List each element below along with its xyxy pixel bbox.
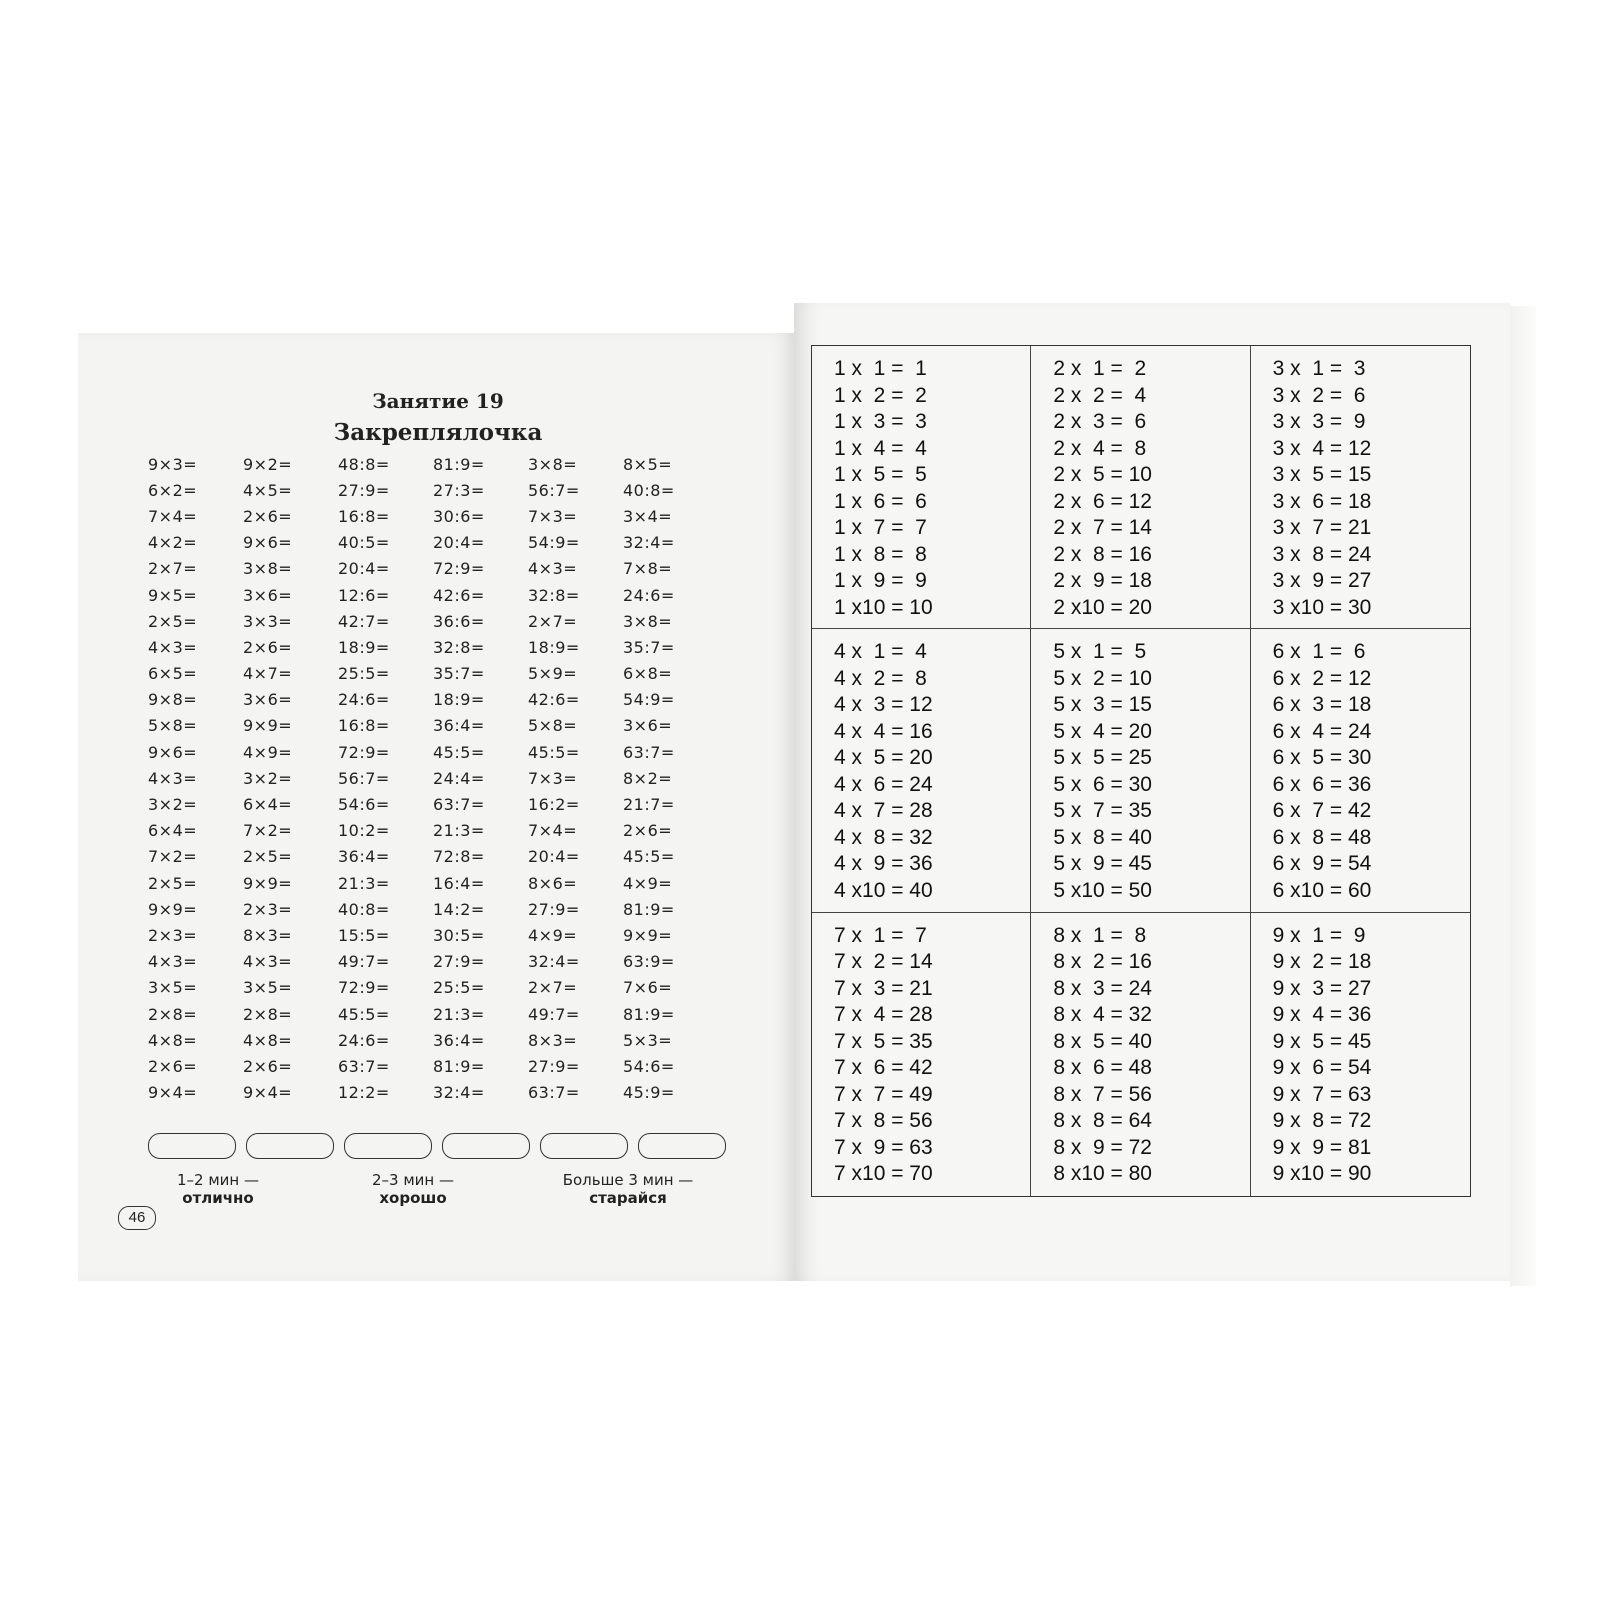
lesson-title: Занятие 19 [372, 389, 504, 413]
exercise-cell: 72:8= [433, 847, 485, 867]
exercise-cell: 2×6= [243, 637, 293, 657]
exercise-cell: 7×8= [623, 559, 673, 579]
multiplication-fact: 6 x 2 = 12 [1272, 666, 1372, 690]
exercise-cell: 8×5= [623, 454, 673, 474]
lesson-name: Закреплялочка [333, 419, 543, 446]
exercise-cell: 2×5= [148, 873, 198, 893]
multiplication-fact: 2 x10 = 20 [1053, 595, 1152, 619]
multiplication-fact: 5 x 3 = 15 [1053, 693, 1152, 717]
exercise-cell: 63:7= [528, 1083, 580, 1103]
multiplication-fact: 2 x 2 = 4 [1053, 383, 1147, 407]
exercise-cell: 8×2= [623, 768, 673, 788]
multiplication-fact: 5 x 2 = 10 [1053, 666, 1152, 690]
exercise-cell: 32:8= [528, 585, 580, 605]
exercise-cell: 7×2= [148, 847, 198, 867]
exercise-cell: 3×6= [243, 690, 293, 710]
multiplication-fact: 8 x10 = 80 [1053, 1162, 1152, 1186]
exercise-cell: 40:5= [338, 533, 390, 553]
multiplication-fact: 2 x 9 = 18 [1053, 569, 1152, 592]
answer-box [638, 1133, 726, 1159]
exercise-cell: 27:9= [528, 899, 580, 919]
exercise-cell: 4×3= [243, 952, 293, 972]
exercise-cell: 32:4= [433, 1083, 485, 1103]
multiplication-table [811, 345, 1471, 1197]
exercise-cell: 4×3= [148, 637, 198, 657]
exercise-cell: 42:6= [528, 690, 580, 710]
exercise-row [148, 713, 718, 739]
multiplication-fact: 3 x 1 = 3 [1272, 357, 1366, 380]
legend-time: Больше 3 мин — [562, 1171, 694, 1189]
exercise-cell: 54:6= [623, 1056, 675, 1076]
exercise-cell: 21:3= [338, 873, 390, 893]
exercise-cell: 5×8= [148, 716, 198, 736]
multiplication-fact: 2 x 5 = 10 [1053, 463, 1152, 486]
multiplication-fact: 4 x 3 = 12 [834, 693, 933, 717]
exercise-cell: 20:4= [338, 559, 390, 579]
exercise-cell: 4×2= [148, 533, 198, 553]
exercise-cell: 2×3= [148, 925, 198, 945]
exercise-cell: 49:7= [338, 952, 390, 972]
exercise-cell: 16:8= [338, 506, 390, 526]
exercise-cell: 63:9= [623, 952, 675, 972]
exercise-cell: 16:4= [433, 873, 485, 893]
multiplication-fact: 4 x 7 = 28 [834, 799, 933, 823]
exercise-cell: 4×5= [243, 480, 293, 500]
multiplication-fact: 8 x 8 = 64 [1053, 1109, 1152, 1133]
exercise-cell: 54:6= [338, 795, 390, 815]
multiplication-fact: 8 x 3 = 24 [1053, 976, 1152, 1000]
exercise-cell: 42:6= [433, 585, 485, 605]
exercise-cell: 27:3= [433, 480, 485, 500]
exercise-cell: 6×8= [623, 664, 673, 684]
exercise-cell: 6×4= [148, 821, 198, 841]
exercise-cell: 2×6= [148, 1056, 198, 1076]
legend-item [538, 1171, 718, 1207]
multiplication-fact: 9 x 5 = 45 [1272, 1029, 1372, 1053]
exercise-cell: 4×9= [243, 742, 293, 762]
exercise-cell: 36:4= [338, 847, 390, 867]
multiplication-fact: 6 x 6 = 36 [1272, 772, 1372, 796]
multiplication-fact: 3 x 4 = 12 [1272, 436, 1372, 460]
legend-grade: старайся [589, 1189, 667, 1207]
exercise-cell: 7×6= [623, 978, 673, 998]
answer-boxes [148, 1133, 748, 1159]
multiplication-fact: 9 x 7 = 63 [1272, 1082, 1372, 1106]
multiplication-fact: 5 x 6 = 30 [1053, 772, 1152, 796]
exercise-cell: 4×9= [623, 873, 673, 893]
multiplication-fact: 3 x 6 = 18 [1272, 489, 1372, 513]
multiplication-fact: 9 x 1 = 9 [1272, 923, 1366, 947]
legend-time: 1–2 мин — [177, 1171, 259, 1189]
exercise-row [148, 582, 718, 608]
exercise-cell: 32:4= [528, 952, 580, 972]
exercise-cell: 24:6= [338, 690, 390, 710]
exercise-cell: 36:6= [433, 611, 485, 631]
exercise-cell: 45:5= [338, 1004, 390, 1024]
multiplication-fact: 7 x10 = 70 [834, 1162, 933, 1186]
exercise-cell: 4×3= [148, 952, 198, 972]
exercise-cell: 7×4= [528, 821, 578, 841]
exercise-cell: 21:3= [433, 1004, 485, 1024]
times-table-block [1031, 629, 1250, 912]
multiplication-fact: 3 x10 = 30 [1272, 595, 1372, 619]
exercise-row [148, 661, 718, 687]
answer-box [344, 1133, 432, 1159]
exercise-cell: 48:8= [338, 454, 390, 474]
exercise-cell: 2×8= [148, 1004, 198, 1024]
exercise-cell: 63:7= [338, 1056, 390, 1076]
exercise-cell: 2×7= [528, 978, 578, 998]
exercise-cell: 5×3= [623, 1030, 673, 1050]
multiplication-fact: 7 x 9 = 63 [834, 1135, 933, 1159]
exercise-cell: 35:7= [433, 664, 485, 684]
exercise-cell: 40:8= [338, 899, 390, 919]
multiplication-fact: 2 x 3 = 6 [1053, 410, 1147, 433]
times-table-block [812, 629, 1031, 912]
exercise-cell: 9×9= [148, 899, 198, 919]
multiplication-fact: 3 x 3 = 9 [1272, 410, 1366, 433]
exercise-cell: 8×3= [243, 925, 293, 945]
exercise-row [148, 1027, 718, 1053]
exercise-cell: 8×3= [528, 1030, 578, 1050]
multiplication-fact: 6 x 7 = 42 [1272, 799, 1372, 823]
multiplication-fact: 1 x 8 = 8 [834, 542, 927, 566]
exercise-cell: 21:3= [433, 821, 485, 841]
exercise-cell: 7×2= [243, 821, 293, 841]
multiplication-fact: 7 x 5 = 35 [834, 1029, 933, 1053]
multiplication-fact: 5 x 5 = 25 [1053, 746, 1152, 770]
exercise-cell: 56:7= [338, 768, 390, 788]
multiplication-fact: 2 x 7 = 14 [1053, 516, 1152, 539]
exercise-cell: 5×9= [528, 664, 578, 684]
legend-grade: отлично [182, 1189, 254, 1207]
exercise-cell: 4×8= [243, 1030, 293, 1050]
multiplication-fact: 7 x 1 = 7 [834, 923, 927, 947]
exercise-row [148, 791, 718, 817]
exercise-row [148, 503, 718, 529]
exercise-row [148, 634, 718, 660]
multiplication-fact: 1 x 5 = 5 [834, 463, 927, 486]
exercise-cell: 45:9= [623, 1083, 675, 1103]
multiplication-fact: 6 x 9 = 54 [1272, 852, 1372, 876]
exercise-cell: 49:7= [528, 1004, 580, 1024]
exercise-cell: 2×7= [528, 611, 578, 631]
multiplication-fact: 6 x 8 = 48 [1272, 825, 1372, 849]
multiplication-fact: 7 x 4 = 28 [834, 1003, 933, 1027]
exercise-cell: 2×8= [243, 1004, 293, 1024]
exercise-cell: 10:2= [338, 821, 390, 841]
multiplication-fact: 8 x 6 = 48 [1053, 1056, 1152, 1080]
exercise-cell: 2×6= [623, 821, 673, 841]
answer-box [442, 1133, 530, 1159]
exercise-cell: 6×4= [243, 795, 293, 815]
exercise-cell: 36:4= [433, 716, 485, 736]
multiplication-fact: 4 x10 = 40 [834, 878, 933, 902]
exercise-cell: 9×9= [243, 716, 293, 736]
exercise-cell: 3×2= [243, 768, 293, 788]
multiplication-fact: 8 x 4 = 32 [1053, 1003, 1152, 1027]
exercise-cell: 24:6= [338, 1030, 390, 1050]
exercise-row [148, 477, 718, 503]
exercise-cell: 4×9= [528, 925, 578, 945]
exercise-cell: 9×9= [623, 925, 673, 945]
multiplication-fact: 9 x 2 = 18 [1272, 950, 1372, 974]
multiplication-fact: 5 x 8 = 40 [1053, 825, 1152, 849]
page-edges [1510, 306, 1536, 1286]
multiplication-fact: 5 x 1 = 5 [1053, 640, 1147, 664]
multiplication-fact: 7 x 7 = 49 [834, 1082, 933, 1106]
exercise-cell: 14:2= [433, 899, 485, 919]
exercise-cell: 2×3= [243, 899, 293, 919]
exercise-cell: 2×6= [243, 1056, 293, 1076]
multiplication-fact: 3 x 2 = 6 [1272, 383, 1366, 407]
exercise-cell: 9×3= [148, 454, 198, 474]
multiplication-fact: 2 x 8 = 16 [1053, 542, 1152, 566]
exercise-cell: 45:5= [623, 847, 675, 867]
exercise-cell: 2×6= [243, 506, 293, 526]
exercise-row [148, 896, 718, 922]
exercise-cell: 3×4= [623, 506, 673, 526]
multiplication-fact: 6 x10 = 60 [1272, 878, 1372, 902]
right-page [794, 303, 1510, 1281]
times-table-block [1251, 346, 1470, 629]
exercise-cell: 12:6= [338, 585, 390, 605]
multiplication-fact: 1 x 3 = 3 [834, 410, 927, 433]
exercise-cell: 3×3= [243, 611, 293, 631]
exercise-cell: 9×4= [148, 1083, 198, 1103]
exercise-row [148, 1053, 718, 1079]
exercise-cell: 20:4= [433, 533, 485, 553]
exercise-cell: 32:8= [433, 637, 485, 657]
exercise-cell: 81:9= [433, 454, 485, 474]
exercise-cell: 54:9= [528, 533, 580, 553]
times-table-block [1251, 913, 1470, 1196]
exercise-cell: 12:2= [338, 1083, 390, 1103]
exercise-cell: 25:5= [338, 664, 390, 684]
exercise-cell: 81:9= [623, 899, 675, 919]
multiplication-fact: 4 x 2 = 8 [834, 666, 927, 690]
multiplication-fact: 9 x 3 = 27 [1272, 976, 1372, 1000]
multiplication-fact: 1 x 9 = 9 [834, 569, 927, 592]
multiplication-fact: 7 x 8 = 56 [834, 1109, 933, 1133]
multiplication-fact: 3 x 8 = 24 [1272, 542, 1372, 566]
exercise-cell: 40:8= [623, 480, 675, 500]
exercise-cell: 6×2= [148, 480, 198, 500]
exercise-cell: 8×6= [528, 873, 578, 893]
exercise-cell: 18:9= [338, 637, 390, 657]
exercise-cell: 72:9= [338, 742, 390, 762]
answer-box [246, 1133, 334, 1159]
multiplication-fact: 7 x 3 = 21 [834, 976, 933, 1000]
exercise-cell: 45:5= [433, 742, 485, 762]
multiplication-fact: 4 x 6 = 24 [834, 772, 933, 796]
exercise-cell: 4×8= [148, 1030, 198, 1050]
multiplication-fact: 3 x 9 = 27 [1272, 569, 1372, 592]
multiplication-fact: 9 x10 = 90 [1272, 1162, 1372, 1186]
exercise-row [148, 1080, 718, 1106]
exercise-cell: 25:5= [433, 978, 485, 998]
exercise-cell: 3×8= [528, 454, 578, 474]
exercise-cell: 4×3= [528, 559, 578, 579]
multiplication-fact: 5 x 9 = 45 [1053, 852, 1152, 876]
exercise-row [148, 687, 718, 713]
multiplication-fact: 6 x 3 = 18 [1272, 693, 1372, 717]
exercise-cell: 63:7= [433, 795, 485, 815]
multiplication-fact: 4 x 1 = 4 [834, 640, 927, 664]
exercise-cell: 5×8= [528, 716, 578, 736]
exercise-row [148, 608, 718, 634]
exercise-cell: 9×4= [243, 1083, 293, 1103]
exercise-row [148, 922, 718, 948]
legend-grade: хорошо [379, 1189, 447, 1207]
exercise-cell: 21:7= [623, 795, 675, 815]
exercise-row [148, 765, 718, 791]
exercise-cell: 9×6= [148, 742, 198, 762]
exercise-cell: 7×3= [528, 506, 578, 526]
exercise-row [148, 870, 718, 896]
exercise-grid [148, 451, 718, 1106]
legend-item [343, 1171, 483, 1207]
exercise-row [148, 1001, 718, 1027]
exercise-row [148, 975, 718, 1001]
legend-time: 2–3 мин — [372, 1171, 454, 1189]
multiplication-fact: 8 x 9 = 72 [1053, 1135, 1152, 1159]
multiplication-fact: 9 x 6 = 54 [1272, 1056, 1372, 1080]
left-page [78, 333, 798, 1281]
exercise-cell: 4×7= [243, 664, 293, 684]
multiplication-fact: 5 x 4 = 20 [1053, 719, 1152, 743]
multiplication-fact: 2 x 1 = 2 [1053, 357, 1147, 380]
exercise-cell: 63:7= [623, 742, 675, 762]
exercise-row [148, 844, 718, 870]
exercise-cell: 27:9= [338, 480, 390, 500]
exercise-cell: 2×5= [243, 847, 293, 867]
multiplication-fact: 4 x 9 = 36 [834, 852, 933, 876]
exercise-cell: 3×5= [243, 978, 293, 998]
exercise-cell: 20:4= [528, 847, 580, 867]
multiplication-fact: 1 x 6 = 6 [834, 489, 927, 513]
multiplication-fact: 6 x 1 = 6 [1272, 640, 1366, 664]
exercise-cell: 45:5= [528, 742, 580, 762]
exercise-row [148, 949, 718, 975]
exercise-cell: 7×4= [148, 506, 198, 526]
multiplication-fact: 9 x 4 = 36 [1272, 1003, 1372, 1027]
page-number: 46 [118, 1206, 156, 1230]
multiplication-fact: 3 x 7 = 21 [1272, 516, 1372, 539]
exercise-cell: 4×3= [148, 768, 198, 788]
exercise-cell: 16:2= [528, 795, 580, 815]
exercise-cell: 3×8= [243, 559, 293, 579]
exercise-cell: 81:9= [623, 1004, 675, 1024]
multiplication-fact: 3 x 5 = 15 [1272, 463, 1372, 486]
multiplication-fact: 4 x 4 = 16 [834, 719, 933, 743]
multiplication-fact: 8 x 7 = 56 [1053, 1082, 1152, 1106]
legend-item [158, 1171, 278, 1207]
exercise-row [148, 818, 718, 844]
exercise-cell: 24:4= [433, 768, 485, 788]
exercise-row [148, 556, 718, 582]
exercise-cell: 2×5= [148, 611, 198, 631]
exercise-cell: 24:6= [623, 585, 675, 605]
multiplication-fact: 8 x 5 = 40 [1053, 1029, 1152, 1053]
multiplication-fact: 9 x 9 = 81 [1272, 1135, 1372, 1159]
exercise-cell: 3×8= [623, 611, 673, 631]
exercise-cell: 35:7= [623, 637, 675, 657]
multiplication-fact: 9 x 8 = 72 [1272, 1109, 1372, 1133]
exercise-cell: 15:5= [338, 925, 390, 945]
multiplication-fact: 7 x 2 = 14 [834, 950, 933, 974]
exercise-cell: 54:9= [623, 690, 675, 710]
multiplication-fact: 1 x10 = 10 [834, 595, 933, 619]
multiplication-fact: 6 x 5 = 30 [1272, 746, 1372, 770]
multiplication-fact: 4 x 8 = 32 [834, 825, 933, 849]
exercise-cell: 7×3= [528, 768, 578, 788]
exercise-cell: 18:9= [528, 637, 580, 657]
multiplication-fact: 8 x 2 = 16 [1053, 950, 1152, 974]
exercise-cell: 27:9= [433, 952, 485, 972]
exercise-cell: 56:7= [528, 480, 580, 500]
exercise-cell: 42:7= [338, 611, 390, 631]
exercise-cell: 16:8= [338, 716, 390, 736]
multiplication-fact: 6 x 4 = 24 [1272, 719, 1372, 743]
multiplication-fact: 7 x 6 = 42 [834, 1056, 933, 1080]
multiplication-fact: 8 x 1 = 8 [1053, 923, 1147, 947]
exercise-cell: 9×6= [243, 533, 293, 553]
exercise-cell: 18:9= [433, 690, 485, 710]
exercise-row [148, 739, 718, 765]
exercise-cell: 3×6= [243, 585, 293, 605]
exercise-cell: 72:9= [338, 978, 390, 998]
exercise-cell: 9×9= [243, 873, 293, 893]
multiplication-fact: 5 x 7 = 35 [1053, 799, 1152, 823]
exercise-cell: 9×8= [148, 690, 198, 710]
exercise-row [148, 530, 718, 556]
exercise-cell: 32:4= [623, 533, 675, 553]
exercise-cell: 36:4= [433, 1030, 485, 1050]
exercise-cell: 30:6= [433, 506, 485, 526]
times-table-block [1031, 346, 1250, 629]
answer-box [148, 1133, 236, 1159]
exercise-row [148, 451, 718, 477]
exercise-cell: 9×5= [148, 585, 198, 605]
times-table-block [812, 346, 1031, 629]
multiplication-fact: 1 x 4 = 4 [834, 436, 927, 460]
times-table-block [1251, 629, 1470, 912]
answer-box [540, 1133, 628, 1159]
times-table-block [812, 913, 1031, 1196]
exercise-cell: 30:5= [433, 925, 485, 945]
exercise-cell: 3×2= [148, 795, 198, 815]
multiplication-fact: 1 x 7 = 7 [834, 516, 927, 539]
exercise-cell: 6×5= [148, 664, 198, 684]
exercise-cell: 2×7= [148, 559, 198, 579]
exercise-cell: 3×5= [148, 978, 198, 998]
multiplication-fact: 1 x 2 = 2 [834, 383, 927, 407]
exercise-cell: 72:9= [433, 559, 485, 579]
multiplication-fact: 2 x 6 = 12 [1053, 489, 1152, 513]
multiplication-fact: 1 x 1 = 1 [834, 357, 927, 380]
exercise-cell: 27:9= [528, 1056, 580, 1076]
multiplication-fact: 2 x 4 = 8 [1053, 436, 1147, 460]
multiplication-fact: 5 x10 = 50 [1053, 878, 1152, 902]
times-table-block [1031, 913, 1250, 1196]
multiplication-fact: 4 x 5 = 20 [834, 746, 933, 770]
exercise-cell: 9×2= [243, 454, 293, 474]
exercise-cell: 3×6= [623, 716, 673, 736]
exercise-cell: 81:9= [433, 1056, 485, 1076]
